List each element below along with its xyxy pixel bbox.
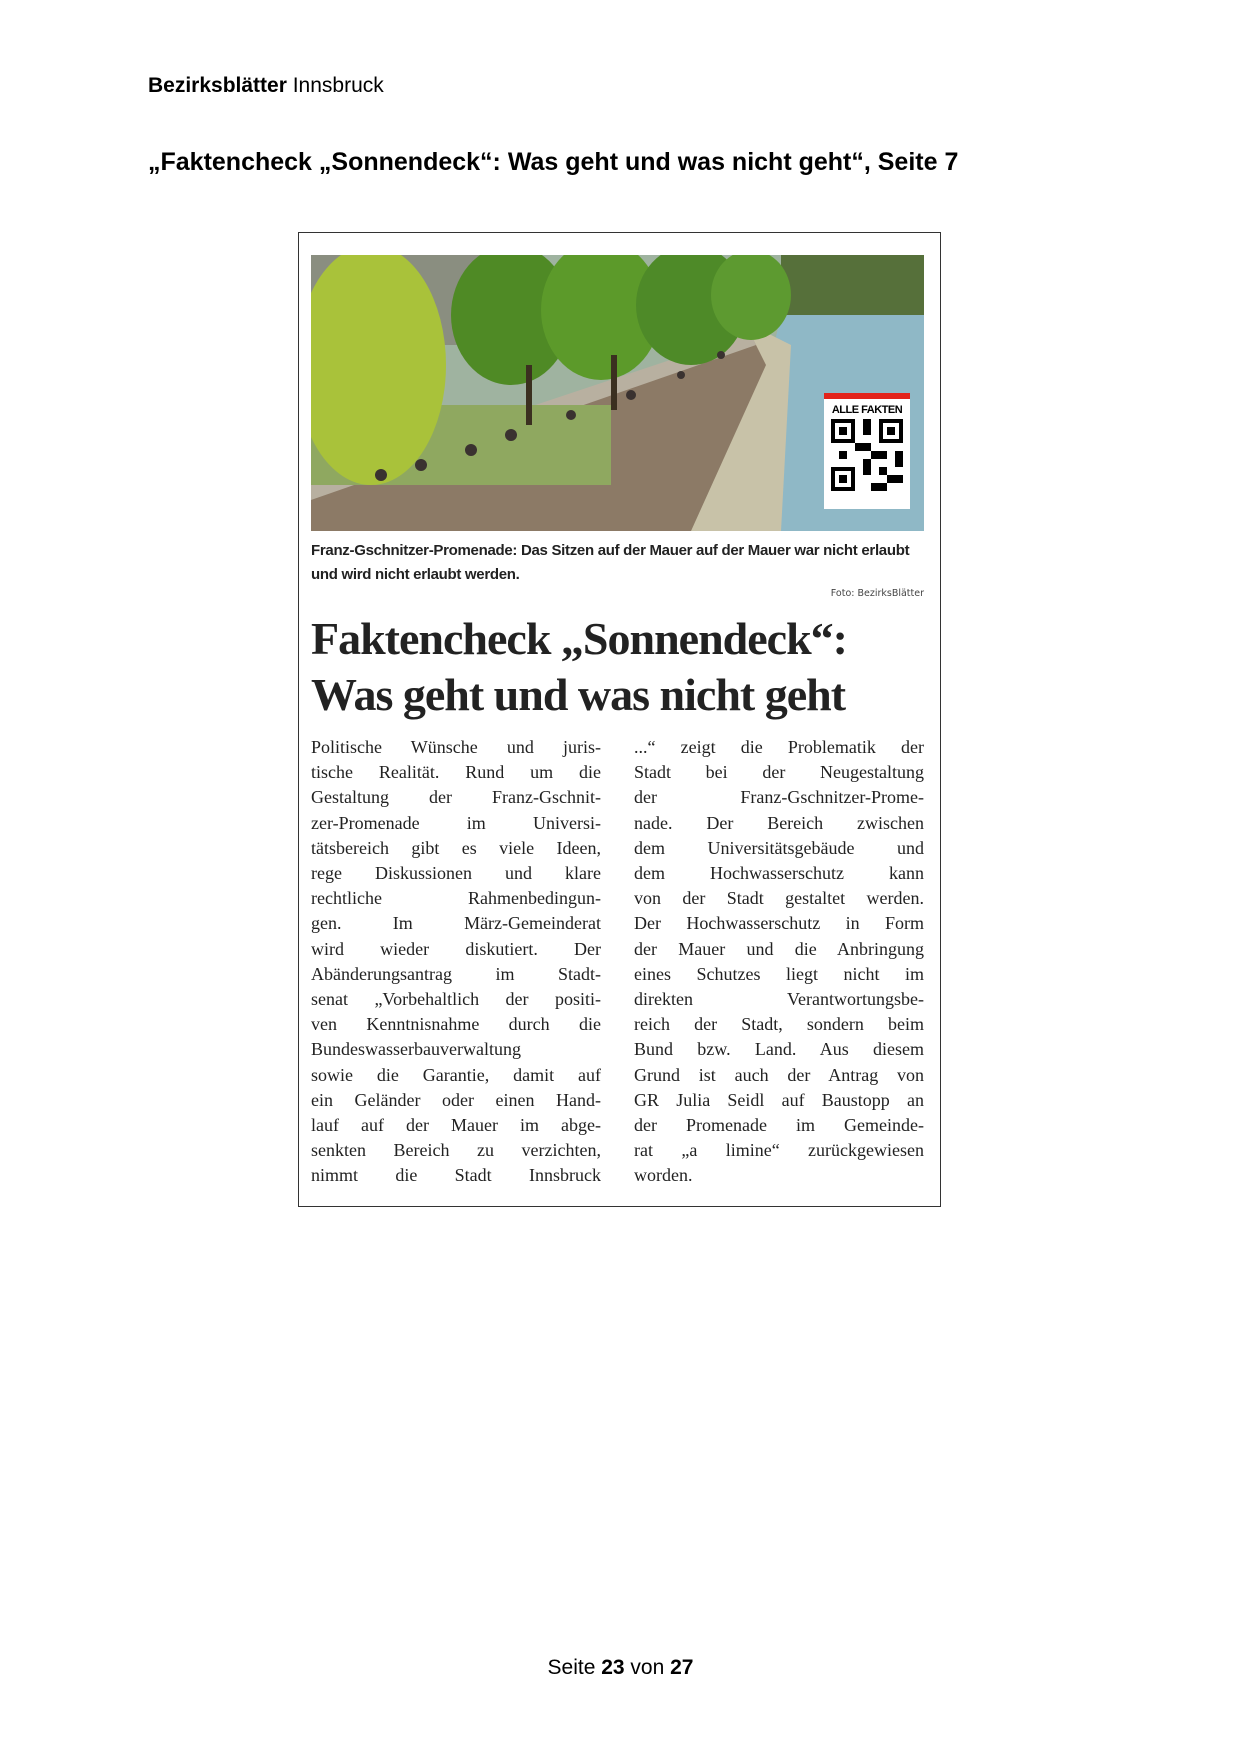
article-line: rat „a limine“ zurückgewiesen: [634, 1140, 924, 1161]
article-line: GR Julia Seidl auf Baustopp an: [634, 1089, 924, 1110]
article-line: wird wieder diskutiert. Der: [311, 938, 601, 959]
article-headline: [311, 611, 924, 723]
article-line: ...“ zeigt die Problematik der: [634, 737, 924, 757]
article-column-2: [634, 735, 924, 1189]
page-total: 27: [670, 1656, 694, 1679]
clipping-title: „Faktencheck „Sonnendeck“: Was geht und was nicht geht“, Seite 7: [148, 148, 959, 176]
page-footer: [0, 1656, 1241, 1680]
article-line: zer-Promenade im Universi-: [311, 812, 601, 833]
photo-caption: Franz-Gschnitzer-Promenade: Das Sitzen auf der Mauer auf der Mauer war nicht erlaubt und wird nicht erlaubt werden.: [311, 542, 910, 583]
footer-mid: von: [624, 1656, 671, 1679]
article-line: der Mauer und die Anbringung: [634, 938, 924, 959]
article-line: sowie die Garantie, damit auf: [311, 1064, 601, 1085]
publication-name: Bezirksblätter: [148, 74, 287, 97]
article-line: Grund ist auch der Antrag von: [634, 1064, 924, 1085]
article-line: Der Hochwasserschutz in Form: [634, 913, 924, 934]
article-line: eines Schutzes liegt nicht im: [634, 963, 924, 984]
article-line: der Promenade im Gemeinde-: [634, 1115, 924, 1136]
article-line: nade. Der Bereich zwischen: [634, 812, 924, 833]
publication-header: [148, 74, 384, 98]
headline-line: Was geht und was nicht geht: [311, 669, 846, 720]
qr-label: ALLE FAKTEN: [831, 404, 903, 416]
article-line: gen. Im März-Gemeinderat: [311, 913, 601, 934]
footer-prefix: Seite: [547, 1656, 602, 1679]
article-line: lauf auf der Mauer im abge-: [311, 1115, 601, 1136]
qr-code-box[interactable]: [824, 393, 910, 509]
article-column-1: [311, 735, 601, 1189]
article-line: Bundeswasserbauverwaltung: [311, 1039, 521, 1060]
article-body: [311, 735, 924, 1189]
article-line: Stadt bei der Neugestaltung: [634, 762, 924, 783]
article-line: worden.: [634, 1165, 693, 1186]
article-line: senkten Bereich zu verzichten,: [311, 1140, 601, 1161]
article-line: der Franz-Gschnitzer-Prome-: [634, 787, 924, 808]
article-line: rege Diskussionen und klare: [311, 863, 601, 884]
article-line: dem Universitätsgebäude und: [634, 837, 924, 858]
page-number: 23: [601, 1656, 625, 1679]
article-line: ven Kenntnisnahme durch die: [311, 1014, 601, 1035]
article-line: tische Realität. Rund um die: [311, 762, 601, 783]
article-line: senat „Vorbehaltlich der positi-: [311, 989, 601, 1010]
article-photo: [311, 255, 924, 531]
article-line: Abänderungsantrag im Stadt-: [311, 963, 601, 984]
article-line: direkten Verantwortungsbe-: [634, 989, 924, 1010]
headline-line: Faktencheck „Sonnendeck“:: [311, 613, 847, 664]
article-line: Gestaltung der Franz-Gschnit-: [311, 787, 601, 808]
article-line: rechtliche Rahmenbedingun-: [311, 888, 601, 909]
article-line: Bund bzw. Land. Aus diesem: [634, 1039, 924, 1060]
photo-credit: Foto: BezirksBlätter: [830, 588, 924, 599]
article-line: nimmt die Stadt Innsbruck: [311, 1165, 601, 1186]
article-line: reich der Stadt, sondern beim: [634, 1014, 924, 1035]
article-line: dem Hochwasserschutz kann: [634, 863, 924, 884]
publication-location: Innsbruck: [286, 74, 384, 97]
article-line: Politische Wünsche und juris-: [311, 737, 601, 757]
article-line: von der Stadt gestaltet werden.: [634, 888, 924, 909]
qr-code-icon: [831, 419, 903, 491]
article-line: tätsbereich gibt es viele Ideen,: [311, 837, 601, 858]
newspaper-clipping: [298, 232, 941, 1207]
article-line: ein Geländer oder einen Hand-: [311, 1089, 601, 1110]
